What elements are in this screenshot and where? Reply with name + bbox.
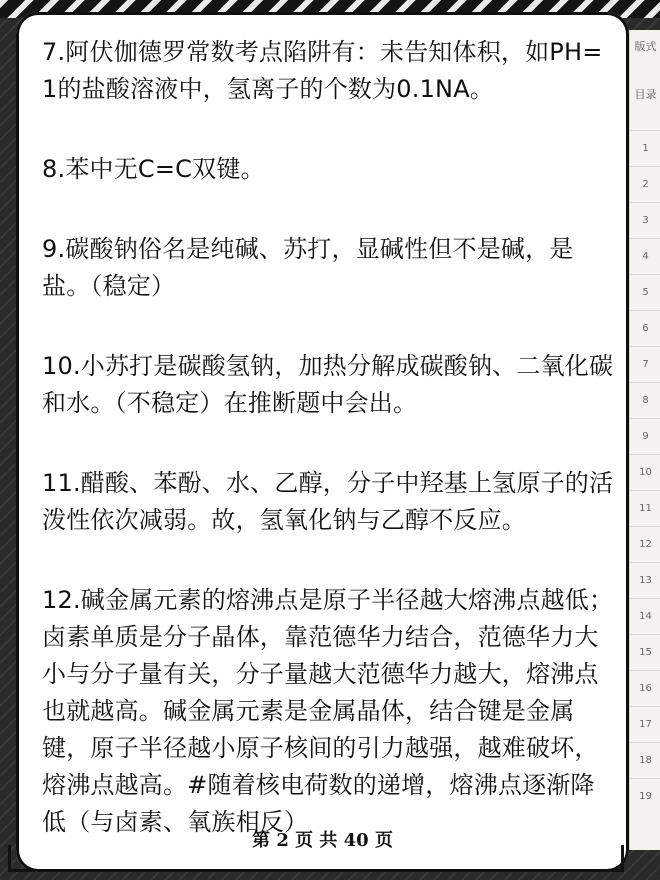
corner-bracket-bottom-left [8, 845, 35, 872]
toc-tab-18[interactable]: 18 [630, 742, 660, 778]
toc-tab-17[interactable]: 17 [630, 706, 660, 742]
layout-label[interactable]: 版式 [634, 40, 657, 53]
toc-tab-15[interactable]: 15 [630, 634, 660, 670]
toc-tab-14[interactable]: 14 [630, 598, 660, 634]
toc-tab-10[interactable]: 10 [630, 454, 660, 490]
paragraph-7: 7.阿伏伽德罗常数考点陷阱有：未告知体积，如PH=1的盐酸溶液中，氢离子的个数为0.1NA。 [42, 38, 603, 103]
paragraph-8: 8.苯中无C=C双键。 [42, 155, 265, 183]
toc-tab-4[interactable]: 4 [630, 238, 660, 274]
corner-bracket-bottom-right [597, 845, 624, 872]
toc-label[interactable]: 目录 [634, 88, 657, 101]
toc-tab-11[interactable]: 11 [630, 490, 660, 526]
toc-tab-2[interactable]: 2 [630, 166, 660, 202]
toc-tab-3[interactable]: 3 [630, 202, 660, 238]
toc-tab-13[interactable]: 13 [630, 562, 660, 598]
paragraph-9: 9.碳酸钠俗名是纯碱、苏打，显碱性但不是碱，是盐。（稳定） [42, 235, 574, 300]
toc-tab-16[interactable]: 16 [630, 670, 660, 706]
document-content [42, 34, 617, 841]
toc-tab-12[interactable]: 12 [630, 526, 660, 562]
paragraph-12: 12.碱金属元素的熔沸点是原子半径越大熔沸点越低；卤素单质是分子晶体，靠范德华力结合，范德华力大小与分子量有关，分子量越大范德华力越大，熔沸点也就越高。碱金属元素是金属晶体，结合键是金属键，原子半径越小原子核间的引力越强，越难破坏，熔沸点越高。#随着核电荷数的递增，熔沸点逐渐降低（与卤素、氧族相反） [42, 586, 614, 836]
toc-tab-1[interactable]: 1 [630, 130, 660, 166]
document-page [16, 12, 629, 872]
paragraph-11: 11.醋酸、苯酚、水、乙醇，分子中羟基上氢原子的活泼性依次减弱。故，氢氧化钠与乙醇不反应。 [42, 469, 614, 534]
toc-tab-8[interactable]: 8 [630, 382, 660, 418]
toc-tab-19[interactable]: 19 [630, 778, 660, 814]
toc-tab-7[interactable]: 7 [630, 346, 660, 382]
side-toc-panel [629, 30, 660, 850]
page-number-footer: 第 2 页 共 40 页 [252, 830, 393, 851]
toc-tab-5[interactable]: 5 [630, 274, 660, 310]
toc-tab-6[interactable]: 6 [630, 310, 660, 346]
toc-tab-9[interactable]: 9 [630, 418, 660, 454]
paragraph-10: 10.小苏打是碳酸氢钠，加热分解成碳酸钠、二氧化碳和水。（不稳定）在推断题中会出。 [42, 352, 614, 417]
